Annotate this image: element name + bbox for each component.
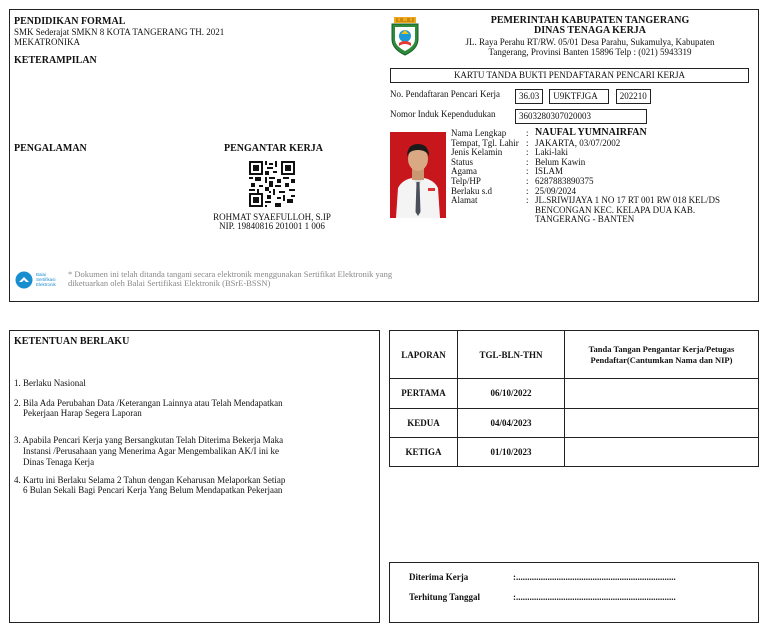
introducer-name: ROHMAT SYAEFULLOH, S.IP — [213, 212, 331, 222]
field-value: 25/09/2024 — [535, 185, 577, 196]
field-colon: : — [526, 156, 529, 167]
row-signature-cell[interactable] — [565, 437, 759, 466]
nik-box — [515, 106, 647, 124]
row-signature-cell[interactable] — [565, 379, 759, 408]
row-date: 04/04/2023 — [458, 408, 565, 437]
introducer-heading: PENGANTAR KERJA — [224, 143, 323, 154]
field-colon: : — [526, 185, 529, 196]
field-label: Telp/HP — [451, 175, 481, 186]
nik-value: 3603280307020003 — [515, 109, 647, 124]
bsre-logo-line: Elektronik — [36, 282, 56, 287]
gov-title: PEMERINTAH KABUPATEN TANGERANG — [490, 15, 690, 26]
reg-number-part2: U9KTFJGA — [549, 89, 609, 104]
col-header-report: LAPORAN — [390, 331, 458, 379]
field-value: JL.SRIWIJAYA 1 NO 17 RT 001 RW 018 KEL/DS — [535, 195, 721, 206]
row-label: KEDUA — [390, 408, 458, 437]
rule-item-3-line3: Dinas Tenaga Kerja — [23, 457, 95, 467]
col-header-signature-line1: Tanda Tangan Pengantar Kerja/Petugas — [588, 343, 735, 354]
field-label: Berlaku s.d — [451, 185, 492, 196]
field-label: Tempat, Tgl. Lahir — [451, 137, 519, 148]
field-colon: : — [526, 147, 529, 158]
rule-item-1: 1. Berlaku Nasional — [14, 378, 86, 388]
report-table — [389, 330, 759, 467]
reg-number-boxes — [515, 86, 651, 104]
accepted-value: :....................................................................... — [513, 572, 676, 582]
formal-education-line2: MEKATRONIKA — [14, 37, 80, 47]
bsre-logo-icon — [15, 271, 33, 289]
experience-heading: PENGALAMAN — [14, 143, 87, 154]
col-header-date: TGL-BLN-THN — [458, 331, 565, 379]
table-row — [390, 437, 759, 466]
field-value: TANGERANG - BANTEN — [535, 214, 635, 225]
field-colon: : — [526, 137, 529, 148]
rule-item-4-line1: 4. Kartu ini Berlaku Selama 2 Tahun dengan Keharusan Melaporkan Setiap — [14, 475, 286, 485]
address-line2: Tangerang, Provinsi Banten 15896 Telp : (021) 5943319 — [488, 47, 692, 57]
field-colon: : — [526, 166, 529, 177]
rule-item-4-line2: 6 Bulan Sekali Bagi Pencari Kerja Yang Belum Mendapatkan Pekerjaan — [23, 485, 283, 495]
field-value: Belum Kawin — [535, 156, 586, 167]
field-value: JAKARTA, 03/07/2002 — [535, 137, 621, 148]
rule-item-2-line1: 2. Bila Ada Perubahan Data /Keterangan Lainnya atau Telah Mendapatkan — [14, 398, 283, 408]
formal-education-line1: SMK Sederajat SMKN 8 KOTA TANGERANG TH. 2021 — [14, 27, 225, 37]
field-value: NAUFAL YUMNAIRFAN — [535, 127, 647, 138]
qr-code — [249, 161, 295, 207]
field-value: BENCONGAN KEC. KELAPA DUA KAB. — [535, 204, 696, 215]
formal-education-heading: PENDIDIKAN FORMAL — [14, 16, 126, 27]
agency-title: DINAS TENAGA KERJA — [533, 25, 647, 36]
field-colon: : — [526, 175, 529, 186]
field-colon: : — [526, 195, 529, 206]
accepted-label: Diterima Kerja — [409, 572, 469, 582]
rule-item-3-line2: Instansi /Perusahaan yang Menerima Agar Mengembalikan AK/I ini ke — [23, 446, 279, 456]
card-title: KARTU TANDA BUKTI PENDAFTARAN PENCARI KERJA — [453, 70, 686, 80]
counted-value: :....................................................................... — [513, 592, 676, 602]
field-label: Alamat — [451, 195, 478, 206]
field-label: Status — [451, 156, 474, 167]
rules-heading: KETENTUAN BERLAKU — [14, 336, 130, 347]
bsre-note-line2: diketuarkan oleh Balai Sertifikasi Elektronik (BSrE-BSSN) — [68, 278, 271, 288]
field-label: Jenis Kelamin — [451, 147, 503, 158]
counted-label: Terhitung Tanggal — [409, 592, 480, 602]
introducer-nip: NIP. 19840816 201001 1 006 — [219, 221, 325, 231]
col-header-signature-line2: Pendaftar(Cantumkan Nama dan NIP) — [590, 354, 733, 365]
nik-label: Nomor Induk Kependudukan — [390, 109, 496, 119]
bsre-note-line1: * Dokumen ini telah ditanda tangani secara elektronik menggunakan Sertifikat Elektronik yang — [68, 269, 393, 279]
field-colon: : — [526, 128, 529, 138]
bsre-logo-line: Balai — [36, 272, 47, 277]
row-date: 06/10/2022 — [458, 379, 565, 408]
reg-number-part3: 202210 — [616, 89, 651, 104]
row-signature-cell[interactable] — [565, 408, 759, 437]
kabupaten-tangerang-emblem-icon — [389, 15, 421, 57]
field-value: ISLAM — [535, 166, 564, 177]
col-header-signature — [565, 331, 759, 379]
table-row — [390, 379, 759, 408]
rule-item-3-line1: 3. Apabila Pencari Kerja yang Bersangkutan Telah Diterima Bekerja Maka — [14, 435, 284, 445]
table-row — [390, 408, 759, 437]
skill-heading: KETERAMPILAN — [14, 55, 97, 66]
field-label: Agama — [451, 166, 477, 177]
field-value: Laki-laki — [535, 147, 568, 158]
rule-item-2-line2: Pekerjaan Harap Segera Laporan — [23, 408, 142, 418]
report-table-header — [390, 331, 759, 379]
row-label: KETIGA — [390, 437, 458, 466]
field-label: Nama Lengkap — [451, 128, 507, 138]
field-value: 6287883890375 — [535, 175, 594, 186]
reg-number-label: No. Pendaftaran Pencari Kerja — [390, 89, 500, 99]
address-line1: JL. Raya Perahu RT/RW. 05/01 Desa Parahu, Sukamulya, Kabupaten — [465, 37, 715, 47]
bsre-logo-text — [36, 272, 56, 287]
bsre-logo-line: Sertifikasi — [36, 277, 56, 282]
reg-number-part1: 36.03 — [515, 89, 543, 104]
row-date: 01/10/2023 — [458, 437, 565, 466]
applicant-photo — [390, 132, 446, 218]
row-label: PERTAMA — [390, 379, 458, 408]
